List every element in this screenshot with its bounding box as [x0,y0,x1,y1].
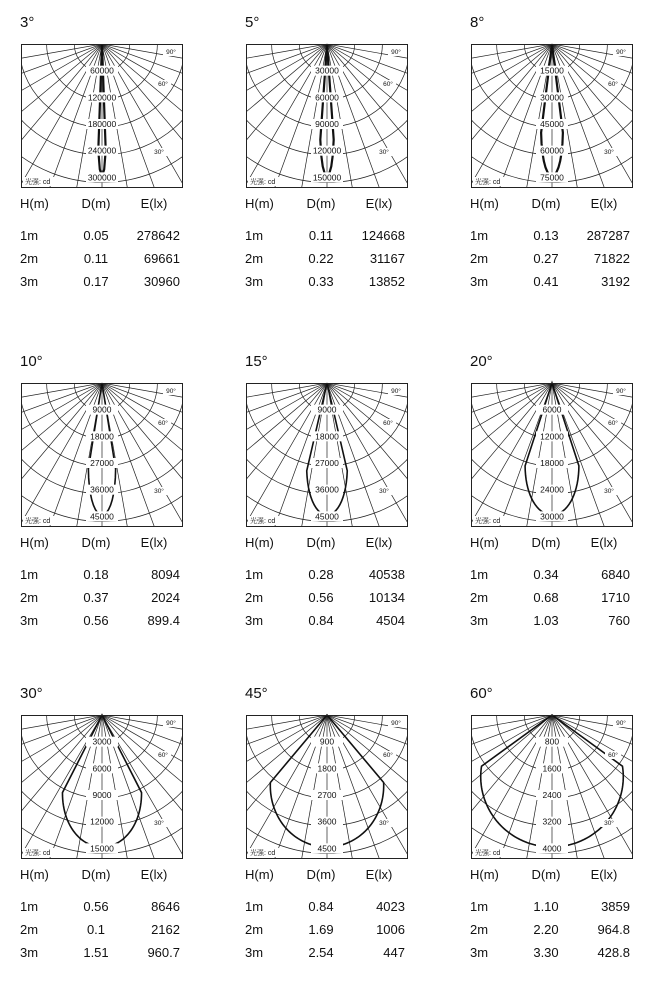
unit-label: 光强: cd [475,850,501,857]
polar-radial [0,715,102,1005]
table-cell: 2m [470,922,489,937]
intensity-scale-label: 800 [544,736,560,747]
intensity-scale-label: 30000 [540,92,564,103]
intensity-scale-label: 1800 [317,763,337,774]
table-header-cell: H(m) [245,196,274,211]
table-header-cell: E(lx) [140,867,168,882]
intensity-scale-label: 60000 [540,145,564,156]
intensity-scale-label: 18000 [540,458,564,468]
polar-radial [0,715,102,1005]
table-row [470,251,635,267]
beam-angle-title: 3° [20,14,35,31]
table-row [470,590,635,606]
table-cell: 760 [608,613,630,628]
table-cell: 1.69 [308,922,334,937]
table-header-cell: H(m) [470,867,499,882]
angle-mark-label: 60° [158,420,168,427]
table-row [245,899,410,915]
table-cell: 2.20 [533,922,559,937]
table-cell: 0.11 [83,251,109,266]
table-cell: 4023 [376,899,405,914]
angle-mark-label: 60° [158,752,168,759]
table-header-cell: H(m) [245,535,274,550]
table-row [470,613,635,629]
table-header-cell: E(lx) [140,535,168,550]
unit-label: 光强: cd [250,850,276,857]
table-header-cell: E(lx) [590,535,618,550]
angle-mark-label: 90° [166,720,176,727]
intensity-scale-label: 9000 [92,790,112,800]
table-cell: 2.54 [308,945,334,960]
polar-radial [552,44,662,181]
table-cell: 71822 [593,251,630,266]
table-cell: 0.27 [533,251,559,266]
intensity-scale-label: 36000 [315,484,339,495]
beam-panel [470,685,662,1005]
intensity-scale-label: 15000 [540,65,564,76]
polar-diagram [246,383,408,527]
table-cell: 3.30 [533,945,559,960]
table-cell: 2m [20,251,39,266]
angle-mark-label: 60° [608,752,618,759]
table-cell: 0.11 [308,228,334,243]
table-cell: 3m [245,945,264,960]
table-cell: 69661 [143,251,180,266]
table-row [20,899,185,915]
intensity-scale-label: 900 [319,736,335,747]
intensity-scale-label: 36000 [90,484,114,495]
angle-mark-label: 90° [391,388,401,395]
table-row [470,945,635,961]
table-cell: 2024 [151,590,180,605]
intensity-scale-label: 4500 [317,843,337,854]
angle-mark-label: 90° [166,49,176,56]
intensity-scale-label: 3600 [317,816,337,827]
table-cell: 0.68 [533,590,559,605]
polar-diagram [471,383,633,527]
polar-radial [0,44,102,113]
polar-radial [0,715,102,784]
table-cell: 2m [245,922,264,937]
table-row [245,567,410,583]
intensity-scale-label: 18000 [315,431,339,442]
angle-mark-label: 60° [608,420,618,427]
unit-label: 光强: cd [25,179,51,186]
table-cell: 30960 [143,274,180,289]
table-header-cell: E(lx) [365,196,393,211]
table-cell: 1.51 [83,945,109,960]
angle-mark-label: 90° [616,720,626,727]
polar-radial [0,383,102,520]
beam-panel [470,353,662,673]
table-cell: 0.84 [308,613,334,628]
table-cell: 0.13 [533,228,559,243]
polar-radial [0,715,102,852]
beam-panel [245,353,455,673]
table-cell: 1.10 [533,899,559,914]
angle-mark-label: 30° [154,149,164,156]
intensity-scale-label: 2400 [542,790,562,800]
table-cell: 0.18 [83,567,109,582]
table-cell: 1m [470,899,489,914]
intensity-scale-label: 30000 [315,65,339,76]
table-cell: 0.56 [308,590,334,605]
polar-diagram [21,715,183,859]
polar-diagram [21,44,183,188]
unit-label: 光强: cd [250,179,276,186]
intensity-scale-label: 120000 [312,145,342,156]
table-cell: 3859 [601,899,630,914]
polar-radial [552,383,662,583]
polar-radial [552,383,662,452]
polar-radial [552,44,662,390]
table-header-cell: E(lx) [590,196,618,211]
intensity-scale-label: 12000 [90,816,114,827]
angle-mark-label: 30° [154,820,164,827]
table-cell: 0.1 [86,922,106,937]
table-header-cell: D(m) [306,867,336,882]
angle-mark-label: 90° [166,388,176,395]
table-cell: 1m [20,567,39,582]
intensity-scale-label: 45000 [90,511,114,522]
table-cell: 964.8 [597,922,630,937]
table-header [245,535,410,551]
table-header [470,196,635,212]
table-cell: 13852 [368,274,405,289]
table-cell: 10134 [368,590,405,605]
table-row [470,228,635,244]
table-cell: 40538 [368,567,405,582]
table-row [20,945,185,961]
unit-label: 光强: cd [25,850,51,857]
table-cell: 1m [245,567,264,582]
polar-diagram [246,44,408,188]
table-header-cell: E(lx) [365,867,393,882]
table-header-cell: H(m) [20,535,49,550]
table-cell: 2m [470,251,489,266]
intensity-scale-label: 150000 [312,172,342,183]
unit-label: 光强: cd [250,518,276,525]
table-cell: 0.28 [308,567,334,582]
beam-panel [20,14,230,334]
table-cell: 1006 [376,922,405,937]
table-cell: 6840 [601,567,630,582]
table-row [20,922,185,938]
table-row [245,945,410,961]
table-row [470,567,635,583]
table-header-cell: D(m) [81,196,111,211]
angle-mark-label: 30° [604,149,614,156]
table-cell: 1m [470,567,489,582]
table-cell: 0.05 [83,228,109,243]
table-cell: 124668 [361,228,405,243]
table-row [470,899,635,915]
table-cell: 0.17 [83,274,109,289]
beam-angle-title: 60° [470,685,493,702]
table-cell: 3m [470,945,489,960]
table-cell: 3m [20,945,39,960]
intensity-scale-label: 60000 [90,65,114,76]
table-cell: 0.33 [308,274,334,289]
polar-radial [0,44,102,181]
table-cell: 1710 [601,590,630,605]
table-cell: 8094 [151,567,180,582]
table-row [20,274,185,290]
table-header-cell: H(m) [20,196,49,211]
table-header [20,196,185,212]
table-cell: 0.34 [533,567,559,582]
intensity-scale-label: 300000 [87,172,117,183]
table-header-cell: H(m) [245,867,274,882]
unit-label: 光强: cd [25,518,51,525]
table-cell: 1m [20,899,39,914]
beam-panel [245,14,455,334]
polar-radial [0,383,102,452]
table-cell: 0.41 [533,274,559,289]
angle-mark-label: 60° [158,81,168,88]
intensity-scale-label: 45000 [315,511,339,522]
table-cell: 2m [20,590,39,605]
table-cell: 1m [245,228,264,243]
table-cell: 3192 [601,274,630,289]
angle-mark-label: 60° [608,81,618,88]
beam-angle-title: 5° [245,14,260,31]
table-header-cell: D(m) [531,867,561,882]
table-cell: 3m [20,613,39,628]
intensity-scale-label: 2700 [317,790,337,800]
table-cell: 31167 [369,251,405,266]
unit-label: 光强: cd [475,179,501,186]
intensity-scale-label: 9000 [317,404,337,415]
beam-panel [20,353,230,673]
angle-mark-label: 30° [604,820,614,827]
table-header-cell: D(m) [306,535,336,550]
polar-radial [552,715,662,915]
table-cell: 2m [20,922,39,937]
table-header-cell: E(lx) [365,535,393,550]
intensity-scale-label: 75000 [540,172,564,183]
table-header-cell: H(m) [20,867,49,882]
intensity-scale-label: 60000 [315,92,339,103]
angle-mark-label: 30° [604,488,614,495]
polar-radial [552,715,662,852]
angle-mark-label: 30° [379,488,389,495]
angle-mark-label: 60° [383,81,393,88]
table-row [245,590,410,606]
table-cell: 4504 [376,613,405,628]
angle-mark-label: 60° [383,420,393,427]
table-row [20,590,185,606]
beam-angle-title: 45° [245,685,268,702]
angle-mark-label: 90° [391,720,401,727]
table-cell: 1.03 [533,613,559,628]
table-cell: 3m [245,274,264,289]
intensity-scale-label: 3200 [542,816,562,827]
table-header [20,535,185,551]
table-cell: 1m [245,899,264,914]
table-header [20,867,185,883]
intensity-scale-label: 9000 [92,404,112,415]
unit-label: 光强: cd [475,518,501,525]
table-cell: 3m [470,274,489,289]
intensity-scale-label: 15000 [90,843,114,854]
table-cell: 3m [470,613,489,628]
table-cell: 2m [245,590,264,605]
intensity-scale-label: 240000 [87,145,117,156]
polar-diagram [246,715,408,859]
intensity-scale-label: 45000 [540,119,564,129]
polar-diagram [21,383,183,527]
angle-mark-label: 30° [379,149,389,156]
polar-radial [552,44,662,244]
table-cell: 2162 [151,922,180,937]
table-row [20,613,185,629]
table-row [470,922,635,938]
beam-angle-title: 10° [20,353,43,370]
intensity-scale-label: 4000 [542,843,562,854]
table-header-cell: E(lx) [590,867,618,882]
intensity-scale-label: 1600 [542,763,562,774]
intensity-scale-label: 27000 [315,458,339,468]
polar-ring [0,0,240,182]
table-header-cell: D(m) [306,196,336,211]
table-row [245,251,410,267]
table-cell: 447 [383,945,405,960]
table-cell: 0.22 [308,251,334,266]
table-header [245,867,410,883]
table-row [245,922,410,938]
intensity-scale-label: 6000 [542,404,562,415]
table-header-cell: D(m) [81,535,111,550]
table-header-cell: E(lx) [140,196,168,211]
table-cell: 0.37 [83,590,109,605]
table-cell: 1m [20,228,39,243]
polar-diagram [471,715,633,859]
polar-radial [552,44,662,113]
table-header [470,867,635,883]
table-header [245,196,410,212]
table-cell: 0.56 [83,613,109,628]
table-cell: 3m [20,274,39,289]
table-header-cell: D(m) [531,535,561,550]
table-cell: 0.56 [83,899,109,914]
table-row [20,228,185,244]
table-cell: 3m [245,613,264,628]
table-cell: 2m [470,590,489,605]
intensity-scale-label: 12000 [540,431,564,442]
beam-angle-title: 30° [20,685,43,702]
table-cell: 8646 [151,899,180,914]
intensity-scale-label: 180000 [87,119,117,129]
polar-radial [0,715,102,1005]
intensity-scale-label: 6000 [92,763,112,774]
intensity-scale-label: 90000 [315,119,339,129]
polar-radial [552,383,662,520]
beam-panel [20,685,230,1005]
table-header-cell: D(m) [531,196,561,211]
intensity-scale-label: 120000 [87,92,117,103]
intensity-scale-label: 24000 [540,484,564,495]
beam-angle-title: 15° [245,353,268,370]
polar-radial [552,715,662,784]
table-header [470,535,635,551]
beam-angle-title: 8° [470,14,485,31]
beam-panel [470,14,662,334]
table-row [245,228,410,244]
angle-mark-label: 90° [391,49,401,56]
table-header-cell: H(m) [470,535,499,550]
intensity-scale-label: 3000 [92,736,112,747]
table-row [470,274,635,290]
angle-mark-label: 30° [379,820,389,827]
angle-mark-label: 90° [616,49,626,56]
angle-mark-label: 60° [383,752,393,759]
table-cell: 960.7 [147,945,180,960]
table-row [20,567,185,583]
table-cell: 0.84 [308,899,334,914]
table-cell: 899.4 [147,613,180,628]
table-header-cell: H(m) [470,196,499,211]
table-cell: 1m [470,228,489,243]
beam-panel [245,685,455,1005]
table-header-cell: D(m) [81,867,111,882]
intensity-scale-label: 30000 [540,511,564,522]
table-cell: 428.8 [597,945,630,960]
table-row [245,613,410,629]
intensity-scale-label: 27000 [90,458,114,468]
table-row [245,274,410,290]
angle-mark-label: 90° [616,388,626,395]
table-cell: 278642 [136,228,180,243]
table-row [20,251,185,267]
table-cell: 287287 [586,228,630,243]
beam-angle-title: 20° [470,353,493,370]
table-cell: 2m [245,251,264,266]
polar-diagram [471,44,633,188]
intensity-scale-label: 18000 [90,431,114,442]
angle-mark-label: 30° [154,488,164,495]
